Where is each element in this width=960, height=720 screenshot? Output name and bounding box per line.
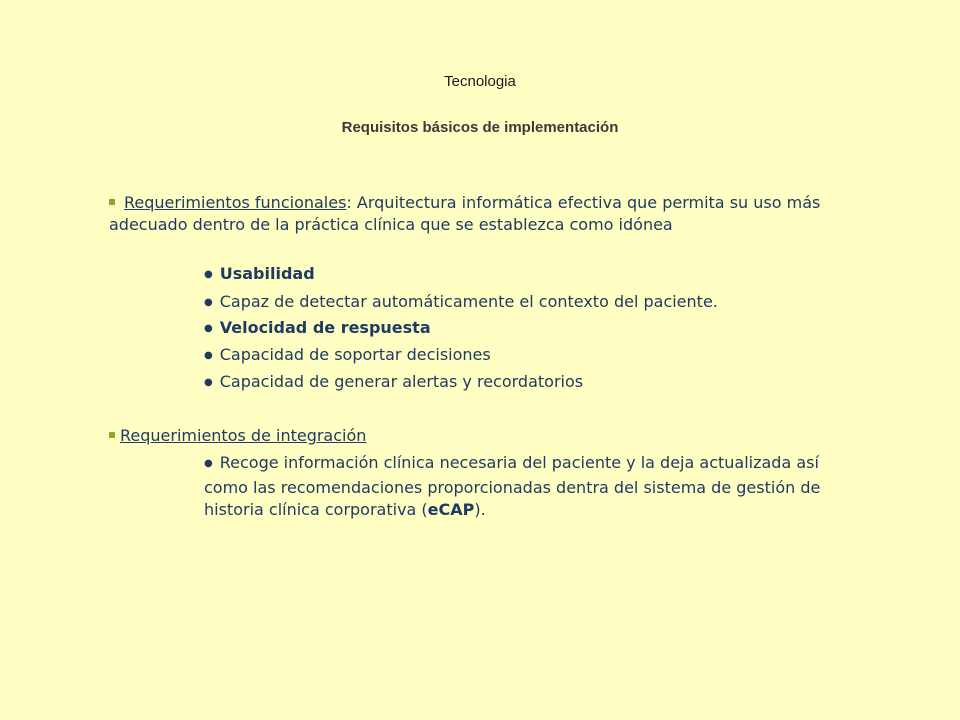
square-bullet-icon — [109, 432, 115, 438]
round-bullet-icon: ● — [204, 297, 213, 308]
round-bullet-icon: ● — [204, 323, 213, 334]
round-bullet-icon: ● — [204, 350, 213, 361]
list-item-usability — [204, 263, 315, 288]
list-item-label: Usabilidad — [219, 264, 315, 283]
integration-requirements-heading — [109, 425, 849, 447]
integration-text-before: Recoge información clínica necesaria del paciente y la deja actualizada así como las recomendaciones proporcionadas dentra del sistema de gestión de historia clínica corporativa ( — [204, 453, 821, 519]
list-item-decision-support — [204, 344, 491, 369]
list-item-label: Capacidad de generar alertas y recordatorios — [219, 372, 584, 391]
round-bullet-icon: ● — [204, 458, 213, 469]
functional-requirements-paragraph — [109, 192, 849, 236]
slide-subtitle: Requisitos básicos de implementación — [341, 119, 619, 136]
round-bullet-icon: ● — [204, 269, 213, 280]
list-item-alerts — [204, 371, 583, 396]
slide-title: Tecnologia — [444, 73, 516, 90]
list-item-label: Velocidad de respuesta — [219, 318, 431, 337]
list-item-label: Capaz de detectar automáticamente el contexto del paciente. — [219, 292, 718, 311]
list-item-context-detection — [204, 291, 718, 316]
ecap-label: eCAP — [427, 500, 475, 519]
functional-requirements-description: : Arquitectura informática efectiva que permita su uso más adecuado dentro de la práctica clínica que se establezca como idónea — [109, 193, 821, 234]
functional-requirements-link[interactable]: Requerimientos funcionales — [124, 193, 347, 212]
round-bullet-icon: ● — [204, 377, 213, 388]
integration-requirements-link[interactable]: Requerimientos de integración — [120, 426, 367, 445]
square-bullet-icon — [109, 199, 115, 205]
list-item-label: Capacidad de soportar decisiones — [219, 345, 491, 364]
integration-text-after: ). — [474, 500, 486, 519]
integration-description — [204, 452, 844, 521]
list-item-response-speed — [204, 317, 431, 342]
